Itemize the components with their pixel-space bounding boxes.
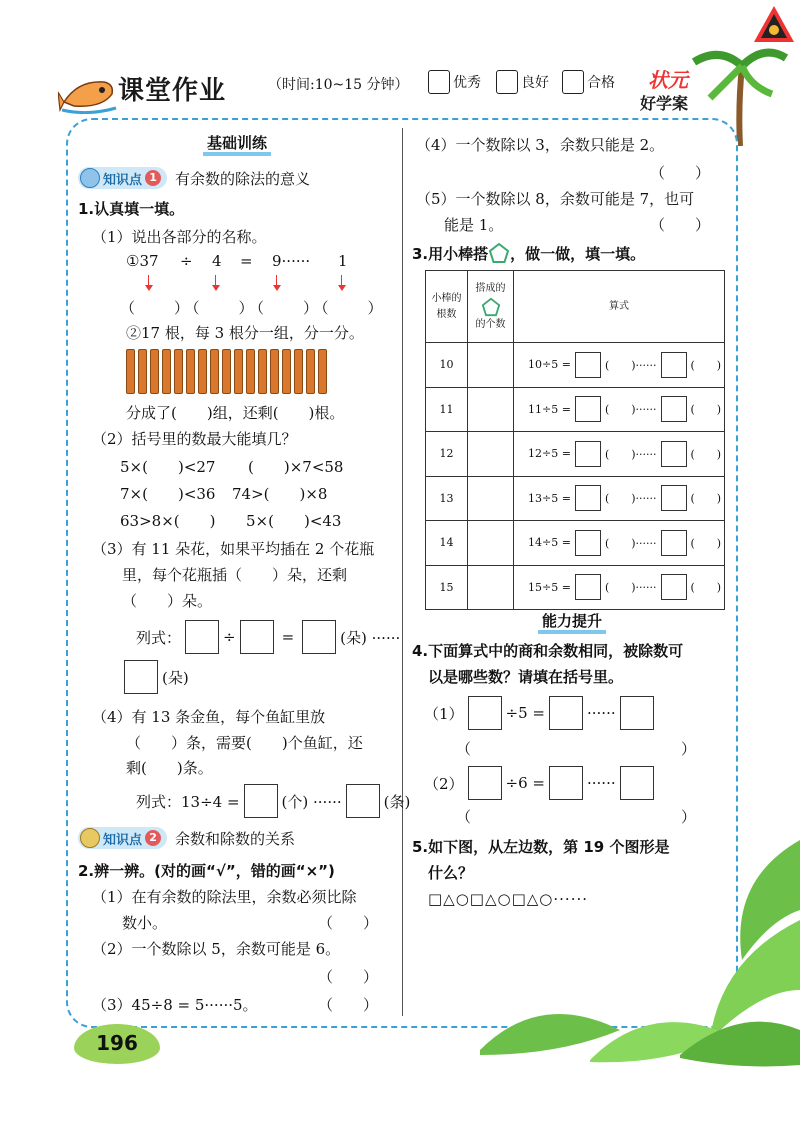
rating-checkbox[interactable] [428, 70, 450, 94]
stick-count-cell: 14 [426, 521, 468, 566]
pentagon-count-cell[interactable] [468, 387, 514, 432]
formula-mid: ( )······ [604, 403, 657, 417]
header-stick-count [426, 271, 468, 343]
fish-mascot-icon [58, 62, 118, 114]
answer-box[interactable] [575, 574, 601, 600]
formula-expr: 14÷5 = [528, 536, 571, 550]
answer-box[interactable] [575, 530, 601, 556]
question-4-title-line1: 4.下面算式中的商和余数相同，被除数可 [412, 642, 684, 660]
q1-part4-line3[interactable]: 剩( )条。 [126, 759, 213, 777]
answer-box[interactable] [575, 352, 601, 378]
knowledge-point-1 [78, 164, 396, 192]
bear-mascot-icon [80, 828, 100, 848]
formula-cell [514, 476, 725, 521]
section-basic-training [78, 134, 396, 156]
pentagon-count-cell[interactable] [468, 343, 514, 388]
q1-part3-formula [136, 620, 400, 654]
answer-box[interactable] [549, 766, 583, 800]
formula-cell [514, 343, 725, 388]
answer-box[interactable] [185, 620, 219, 654]
formula-cell [514, 432, 725, 477]
kp-tag-label: 知识点 [103, 172, 143, 188]
column-divider [402, 128, 403, 1016]
answer-box[interactable] [549, 696, 583, 730]
knowledge-point-2 [78, 824, 295, 852]
brand-line2: 好学案 [640, 94, 689, 113]
q1-part4-formula [136, 784, 410, 818]
ineq-3a[interactable]: 63>8×( ) [120, 512, 216, 530]
ineq-1a[interactable]: 5×( )<27 [120, 458, 216, 476]
formula-equals: = [281, 628, 295, 646]
formula-mid: ( )······ [604, 536, 657, 550]
stick [174, 349, 183, 394]
part-label: （1） [424, 704, 464, 723]
sticks-answer[interactable]: 分成了( )组，还剩( )根。 [126, 404, 345, 422]
pentagon-icon [488, 242, 510, 264]
q2-item2: （2）一个数除以 5，余数可能是 6。 [92, 940, 341, 958]
arrow-down-icon [276, 275, 277, 289]
formula-dots: ······ [587, 774, 616, 792]
knowledge-point-tag [78, 167, 167, 189]
stick [162, 349, 171, 394]
page-number: 196 [74, 1024, 160, 1064]
rating-label: 优秀 [453, 75, 481, 91]
table-row [426, 343, 725, 388]
header-pentagon-count [468, 271, 514, 343]
formula-end: ( ) [690, 536, 722, 550]
question-1-title: 1.认真填一填。 [78, 200, 185, 218]
question-5-title-line1: 5.如下图，从左边数，第 19 个图形是 [412, 838, 670, 856]
formula-expr: 11÷5 = [528, 402, 571, 416]
rating-checkbox[interactable] [496, 70, 518, 94]
eq-divisor: 4 [212, 252, 222, 270]
stick [246, 349, 255, 394]
eq-equals: = [240, 252, 253, 270]
q4-part2-answer[interactable]: （ ） [456, 808, 697, 826]
formula-row [514, 441, 724, 467]
ineq-2a[interactable]: 7×( )<36 [120, 485, 216, 503]
stick [138, 349, 147, 394]
ineq-2b[interactable]: 74>( )×8 [232, 485, 328, 503]
eq-dividend: ①37 [126, 252, 159, 270]
kp-number: 1 [145, 170, 161, 186]
formula-divide: ÷5 = [505, 704, 545, 722]
question-4-title-line2: 以是哪些数？请填在括号里。 [428, 668, 624, 686]
formula-mid: ( )······ [604, 581, 657, 595]
stick-count-cell: 11 [426, 387, 468, 432]
formula-mid: ( )······ [604, 447, 657, 461]
rating-excellent[interactable] [428, 70, 481, 94]
knowledge-point-tag [78, 827, 167, 849]
formula-end: ( ) [690, 358, 722, 372]
q1-part4-line2[interactable]: （ ）条，需要( )个鱼缸，还 [126, 734, 363, 752]
stick [306, 349, 315, 394]
stick [294, 349, 303, 394]
name-blanks[interactable]: （ ）（ ）（ ）（ ） [120, 299, 386, 317]
stick-count-cell: 15 [426, 565, 468, 610]
answer-box[interactable] [302, 620, 336, 654]
eq-remainder: 1 [338, 252, 348, 270]
formula-unit: (条) [383, 792, 411, 811]
stick [270, 349, 279, 394]
left-column [78, 128, 396, 192]
answer-box[interactable] [661, 441, 687, 467]
answer-box[interactable] [575, 441, 601, 467]
table-row [426, 432, 725, 477]
q3-title-b: ，做一做，填一填。 [510, 244, 646, 263]
q1-part3-line1: （3）有 11 朵花，如果平均插在 2 个花瓶 [92, 540, 375, 558]
formula-cell [514, 521, 725, 566]
q2-item4: （4）一个数除以 3，余数只能是 2。 [416, 136, 665, 154]
kp-tag-label: 知识点 [103, 832, 143, 848]
stick-count-cell: 10 [426, 343, 468, 388]
answer-box[interactable] [661, 574, 687, 600]
table-row [426, 521, 725, 566]
answer-box[interactable] [468, 766, 502, 800]
q2-item3: （3）45÷8 = 5······5。 [92, 996, 258, 1014]
rating-good[interactable] [496, 70, 549, 94]
stick-count-cell: 12 [426, 432, 468, 477]
formula-cell [514, 565, 725, 610]
answer-box[interactable] [661, 396, 687, 422]
formula-cell [514, 387, 725, 432]
formula-divide: ÷ [223, 628, 236, 646]
formula-mid: ( )······ [604, 358, 657, 372]
q2-item5-line1: （5）一个数除以 8，余数可能是 7，也可 [416, 190, 695, 208]
table-row [426, 476, 725, 521]
eq-quotient: 9······ [272, 252, 311, 270]
formula-dots: ······ [587, 704, 616, 722]
stick [210, 349, 219, 394]
formula-row [514, 485, 724, 511]
formula-unit: (朵) ······ [340, 628, 401, 647]
judge-paren[interactable]: （ ） [318, 968, 379, 986]
formula-end: ( ) [690, 447, 722, 461]
q1-part2: （2）括号里的数最大能填几？ [92, 430, 297, 448]
formula-divide: ÷6 = [505, 774, 545, 792]
answer-box[interactable] [124, 660, 158, 694]
pentagon-count-cell[interactable] [468, 565, 514, 610]
answer-box[interactable] [661, 530, 687, 556]
answer-box[interactable] [244, 784, 278, 818]
question-5-title-line2: 什么？ [428, 864, 474, 882]
q4-part1 [424, 696, 658, 730]
section-title: 基础训练 [203, 134, 271, 156]
sticks-illustration [126, 349, 330, 394]
kp-title: 有余数的除法的意义 [175, 169, 311, 188]
judge-paren[interactable]: （ ） [318, 996, 379, 1014]
header-line: 搭成的 [475, 282, 506, 294]
stick [318, 349, 327, 394]
formula-expr: 10÷5 = [528, 358, 571, 372]
rating-pass[interactable] [562, 70, 615, 94]
formula-row [514, 530, 724, 556]
answer-box[interactable] [346, 784, 380, 818]
stick [282, 349, 291, 394]
q4-part1-answer[interactable]: （ ） [456, 740, 697, 758]
header-line: 根数 [436, 308, 457, 320]
answer-box[interactable] [620, 766, 654, 800]
stick-count-cell: 13 [426, 476, 468, 521]
answer-box[interactable] [240, 620, 274, 654]
answer-box[interactable] [575, 396, 601, 422]
rating-label: 良好 [521, 75, 549, 91]
brand-line1: 状元 [648, 68, 688, 92]
formula-expr: 13÷5 = [528, 491, 571, 505]
sticks-table [425, 270, 725, 610]
table-body [426, 343, 725, 610]
q2-item5-line2: 能是 1。 [444, 216, 504, 234]
formula-row [514, 574, 724, 600]
q1-part1-sub2: ②17 根，每 3 根分一组，分一分。 [126, 324, 364, 342]
kp-number: 2 [145, 830, 161, 846]
formula-expr: 15÷5 = [528, 580, 571, 594]
ineq-1b[interactable]: ( )×7<58 [248, 458, 344, 476]
pentagon-icon [481, 297, 501, 317]
leaves-decoration-icon [480, 840, 800, 1070]
answer-box[interactable] [468, 696, 502, 730]
q1-part3-remainder [124, 660, 189, 694]
answer-box[interactable] [661, 485, 687, 511]
answer-box[interactable] [661, 352, 687, 378]
formula-row [514, 396, 724, 422]
formula-mid: ( )······ [604, 492, 657, 506]
stick [150, 349, 159, 394]
answer-box[interactable] [620, 696, 654, 730]
page-title: 课堂作业 [118, 76, 227, 106]
section-ability [412, 612, 732, 634]
pentagon-count-cell[interactable] [468, 521, 514, 566]
q1-part1: （1）说出各部分的名称。 [92, 228, 267, 246]
rating-checkbox[interactable] [562, 70, 584, 94]
arrow-down-icon [341, 275, 342, 289]
judge-paren[interactable]: （ ） [650, 164, 711, 182]
q1-part3-line3[interactable]: （ ）朵。 [122, 592, 213, 610]
ineq-3b[interactable]: 5×( )<43 [246, 512, 342, 530]
stick [198, 349, 207, 394]
arrow-down-icon [148, 275, 149, 289]
stick [234, 349, 243, 394]
stick [258, 349, 267, 394]
question-2-title: 2.辨一辨。(对的画“√”，错的画“×”) [78, 862, 335, 880]
formula-unit: (朵) [162, 668, 189, 687]
judge-paren[interactable]: （ ） [318, 914, 379, 932]
q4-part2 [424, 766, 658, 800]
table-row [426, 565, 725, 610]
answer-box[interactable] [575, 485, 601, 511]
part-label: （2） [424, 774, 464, 793]
section-title: 能力提升 [538, 612, 606, 634]
formula-row [514, 352, 724, 378]
table-row [426, 387, 725, 432]
q1-part3-line2[interactable]: 里，每个花瓶插（ ）朵，还剩 [122, 566, 348, 584]
formula-label: 列式：13÷4 = [136, 792, 240, 811]
q2-item1-line2: 数小。 [122, 914, 168, 932]
header-line: 小棒的 [431, 292, 462, 304]
q3-title-a: 3.用小棒搭 [412, 244, 489, 263]
pentagon-count-cell[interactable] [468, 432, 514, 477]
mouse-mascot-icon [80, 168, 100, 188]
formula-label: 列式： [136, 628, 182, 647]
shape-sequence: □△○□△○□△○······ [428, 890, 588, 908]
formula-expr: 12÷5 = [528, 447, 571, 461]
header-line: 的个数 [475, 318, 506, 330]
time-limit: （时间:10~15 分钟） [268, 77, 409, 93]
kp-title: 余数和除数的关系 [175, 829, 296, 848]
formula-end: ( ) [690, 403, 722, 417]
q1-part4-line1: （4）有 13 条金鱼，每个鱼缸里放 [92, 708, 326, 726]
arrow-down-icon [215, 275, 216, 289]
table-header-row [426, 271, 725, 343]
question-3-title [412, 242, 645, 264]
eq-divide: ÷ [180, 252, 193, 270]
stick [186, 349, 195, 394]
formula-unit: (个) ······ [281, 792, 342, 811]
formula-end: ( ) [690, 581, 722, 595]
formula-end: ( ) [690, 492, 722, 506]
stick [126, 349, 135, 394]
judge-paren[interactable]: （ ） [650, 216, 711, 234]
pentagon-count-cell[interactable] [468, 476, 514, 521]
header-formula: 算式 [514, 271, 725, 343]
q2-item1-line1: （1）在有余数的除法里，余数必须比除 [92, 888, 357, 906]
stick [222, 349, 231, 394]
rating-label: 合格 [587, 75, 615, 91]
